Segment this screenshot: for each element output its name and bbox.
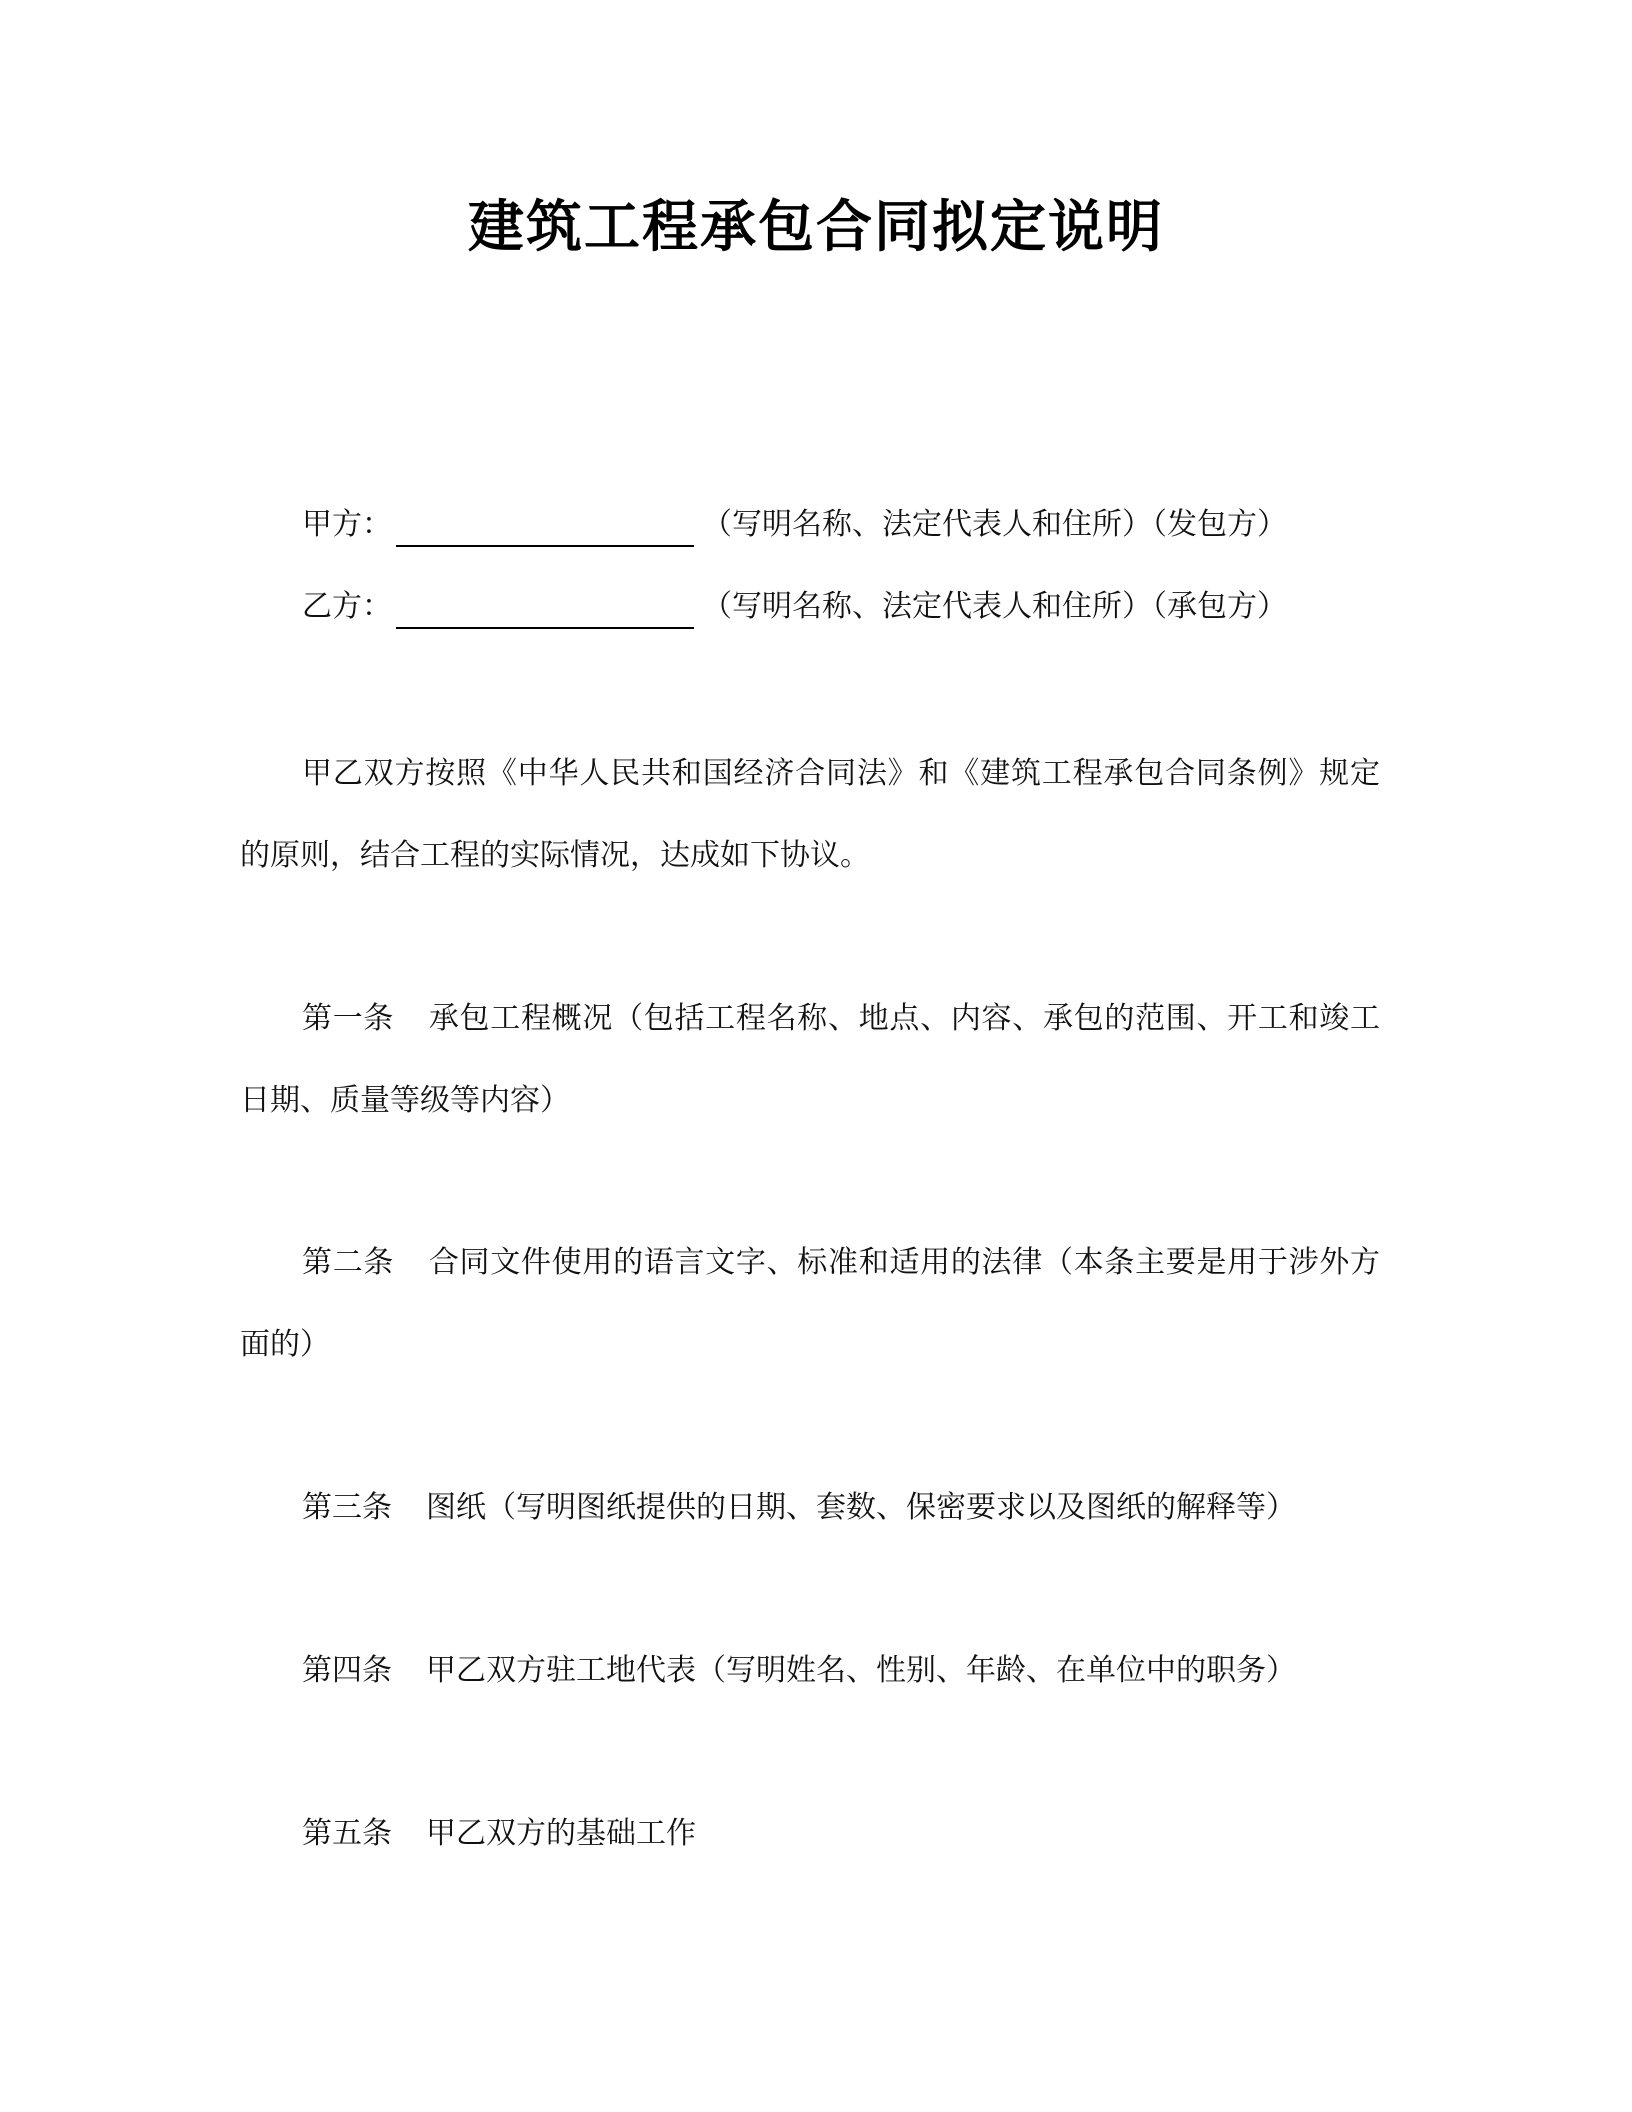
- party-a-note: （写明名称、法定代表人和住所）（发包方）: [702, 507, 1287, 542]
- article-1-heading: 第一条: [302, 1001, 395, 1036]
- party-a-label: 甲方：: [302, 507, 392, 542]
- party-a-line: [302, 503, 1287, 547]
- party-a-blank-field[interactable]: [396, 509, 694, 547]
- party-b-line: [302, 585, 1287, 629]
- article-5-heading: 第五条: [302, 1816, 392, 1851]
- article-4-heading: 第四条: [302, 1653, 392, 1688]
- article-3: [240, 1467, 1380, 1549]
- party-b-blank-field[interactable]: [396, 591, 694, 629]
- article-4-text: 甲乙双方驻工地代表（写明姓名、性别、年龄、在单位中的职务）: [426, 1653, 1296, 1688]
- intro-paragraph: 甲乙双方按照《中华人民共和国经济合同法》和《建筑工程承包合同条例》规定的原则，结合工程的实际情况，达成如下协议。: [240, 756, 1380, 873]
- document-title: 建筑工程承包合同拟定说明: [468, 195, 1164, 260]
- article-1-text: 承包工程概况（包括工程名称、地点、内容、承包的范围、开工和竣工日期、质量等级等内容）: [240, 1001, 1381, 1118]
- article-2-text: 合同文件使用的语言文字、标准和适用的法律（本条主要是用于涉外方面的）: [240, 1245, 1381, 1362]
- article-2-heading: 第二条: [302, 1245, 395, 1280]
- party-b-label: 乙方：: [302, 589, 392, 624]
- article-3-heading: 第三条: [302, 1490, 392, 1525]
- article-5-text: 甲乙双方的基础工作: [426, 1816, 696, 1851]
- article-1: [240, 978, 1380, 1142]
- article-2: [240, 1222, 1380, 1386]
- article-3-text: 图纸（写明图纸提供的日期、套数、保密要求以及图纸的解释等）: [426, 1490, 1296, 1525]
- article-5: [240, 1793, 1380, 1875]
- party-b-note: （写明名称、法定代表人和住所）（承包方）: [702, 589, 1287, 624]
- article-4: [240, 1630, 1380, 1712]
